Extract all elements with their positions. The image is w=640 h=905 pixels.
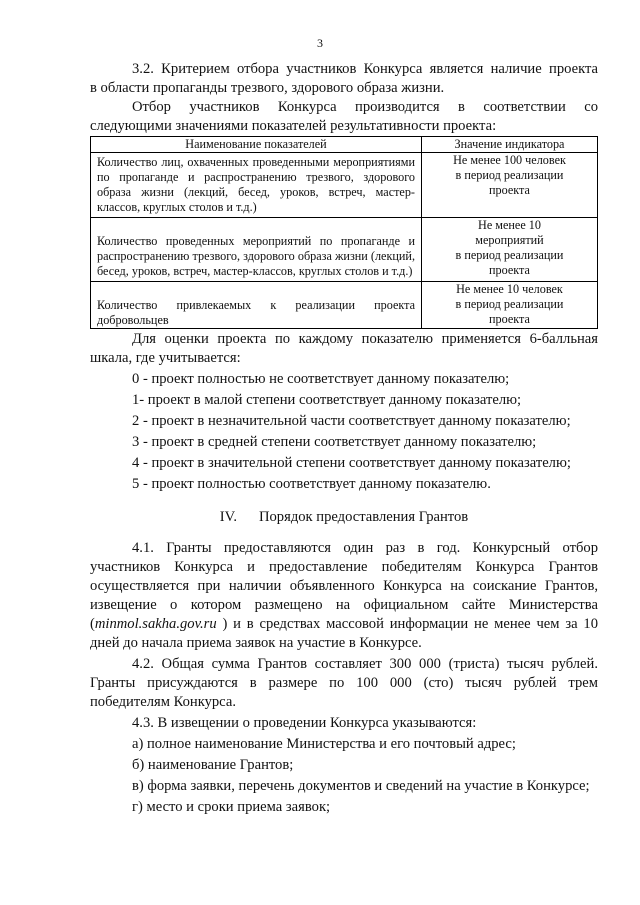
scale-item: 0 - проект полностью не соответствует данному показателю;	[132, 371, 510, 387]
table-cell-name: Количество привлекаемых к реализации проекта добровольцев	[91, 282, 422, 329]
table-header-row	[91, 137, 598, 153]
value-line: Не менее 100 человек	[453, 153, 566, 167]
table-cell-value	[422, 153, 598, 218]
paragraph-3-2-line1: 3.2. Критерием отбора участников Конкурса является наличие проекта	[132, 61, 598, 77]
table-cell-name: Количество проведенных мероприятий по пропаганде и распространению трезвого, здорового образа жизни (лекций, бесед, уроков, встреч, мастер-классов, круглых столов и т.д.)	[91, 218, 422, 282]
paragraph-selection-line1: Отбор участников Конкурса производится в соответствии со	[132, 99, 598, 115]
section-number: IV.	[219, 509, 237, 525]
list-item: а) полное наименование Министерства и его почтовый адрес;	[132, 736, 516, 752]
scale-list	[90, 370, 598, 494]
value-line: в период реализации	[455, 297, 564, 311]
table-row	[91, 218, 598, 282]
scale-item: 4 - проект в значительной степени соответствует данному показателю;	[132, 455, 571, 471]
scale-item: 1- проект в малой степени соответствует данному показателю;	[132, 392, 522, 408]
value-line: в период реализации	[455, 248, 564, 262]
paragraph-selection-line2: следующими значениями показателей результативности проекта:	[90, 118, 497, 134]
value-line: Не менее 10 человек	[456, 282, 563, 296]
scale-item: 5 - проект полностью соответствует данному показателю.	[132, 476, 491, 492]
paragraph-scale-line2: шкала, где учитывается:	[90, 350, 241, 366]
scale-item: 3 - проект в средней степени соответствует данному показателю;	[132, 434, 537, 450]
paragraph-4-3: 4.3. В извещении о проведении Конкурса указываются:	[132, 715, 477, 731]
list-item: б) наименование Грантов;	[132, 757, 294, 773]
section-title: Порядок предоставления Грантов	[258, 509, 469, 525]
page-number: 3	[317, 36, 323, 50]
table-row	[91, 282, 598, 329]
announcement-items-list	[90, 735, 598, 817]
value-line: проекта	[489, 183, 530, 197]
ministry-website-link[interactable]: minmol.sakha.gov.ru	[94, 616, 217, 632]
paragraph-4-1-text-a: 4.1. Гранты предоставляются один раз в год. Конкурсный отбор участников Конкурса и предоставление победителям Конкурса Грантов осуществляется при наличии объявленного Конкурса на соискание Грантов, извещение о котором размещено на официальном сайте Министерства (	[90, 540, 598, 632]
paragraph-4-1	[90, 539, 598, 653]
list-item: в) форма заявки, перечень документов и сведений на участие в Конкурсе;	[132, 778, 590, 794]
value-line: Не менее 10	[478, 218, 541, 232]
value-line: в период реализации	[455, 168, 564, 182]
paragraph-4-1-text-b: ) и в средствах массовой информации не менее чем за 10 дней до начала приема заявок на участие в Конкурсе.	[90, 616, 598, 651]
value-line: мероприятий	[475, 233, 544, 247]
document-body	[90, 60, 598, 817]
paragraph-4-2: 4.2. Общая сумма Грантов составляет 300 000 (триста) тысяч рублей. Гранты присуждаются в размере по 100 000 (сто) тысяч рублей трем победителям Конкурса.	[90, 656, 598, 710]
table-cell-name: Количество лиц, охваченных проведенными мероприятиями по пропаганде и распространению трезвого, здорового образа жизни (лекций, бесед, уроков, встреч, мастер-классов, круглых столов и т.д.)	[91, 153, 422, 218]
table-cell-value	[422, 282, 598, 329]
value-line: проекта	[489, 263, 530, 277]
section-heading	[90, 508, 598, 527]
indicators-table	[90, 136, 598, 329]
table-row	[91, 153, 598, 218]
scale-item: 2 - проект в незначительной части соответствует данному показателю;	[132, 413, 571, 429]
list-item: г) место и сроки приема заявок;	[132, 799, 331, 815]
table-cell-value	[422, 218, 598, 282]
paragraph-3-2-line2: в области пропаганды трезвого, здорового образа жизни.	[90, 80, 445, 96]
table-header-value: Значение индикатора	[422, 137, 598, 153]
paragraph-scale-line1: Для оценки проекта по каждому показателю применяется 6-балльная	[132, 331, 598, 347]
value-line: проекта	[489, 312, 530, 326]
table-header-name: Наименование показателей	[91, 137, 422, 153]
